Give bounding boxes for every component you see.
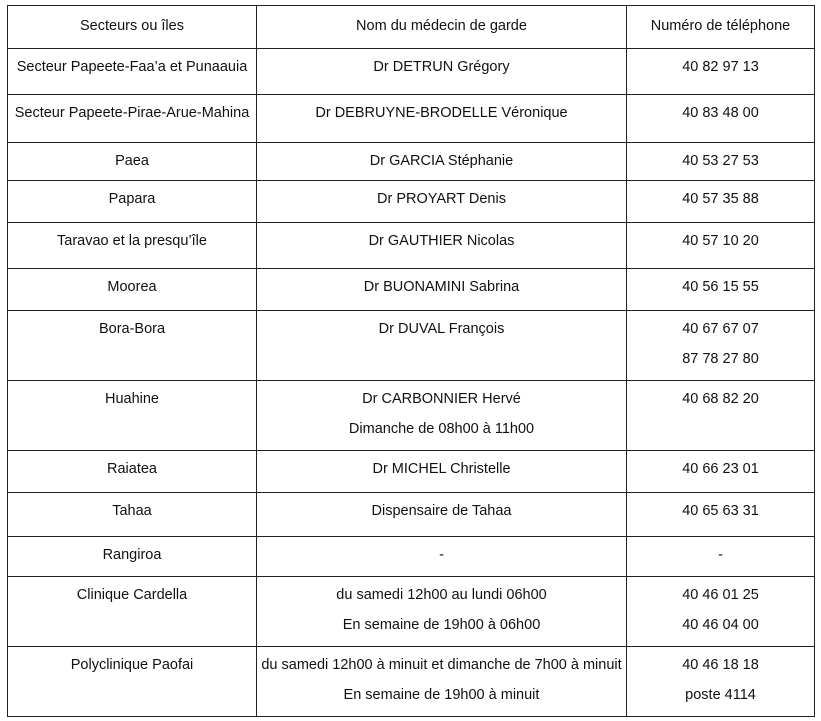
sector-cell	[8, 95, 257, 143]
phone-cell	[627, 577, 815, 647]
table-row	[8, 95, 815, 143]
sector-name: Taravao et la presqu’île	[57, 233, 207, 249]
sector-name: Papara	[108, 191, 156, 207]
sector-cell	[8, 493, 257, 537]
doctor-cell-line: Dr DEBRUYNE-BRODELLE Véronique	[315, 105, 568, 121]
table-row	[8, 577, 815, 647]
table-row	[8, 311, 815, 381]
phone-cell-line: 40 68 82 20	[682, 391, 759, 407]
sector-name: Secteur Papeete-Faa’a et Punaauia	[16, 59, 248, 75]
sector-cell	[8, 49, 257, 95]
phone-cell	[627, 647, 815, 717]
doctor-cell-line: Dr PROYART Denis	[377, 191, 506, 207]
doctor-cell	[257, 223, 627, 269]
phone-cell-line: 40 46 18 18	[682, 657, 759, 673]
header-sector: Secteurs ou îles	[8, 6, 257, 49]
doctor-cell-line: Dr DETRUN Grégory	[373, 59, 510, 75]
doctor-cell	[257, 269, 627, 311]
table-row	[8, 49, 815, 95]
sector-name: Clinique Cardella	[76, 587, 188, 603]
sector-cell	[8, 537, 257, 577]
sector-cell	[8, 311, 257, 381]
doctor-cell-line: Dr CARBONNIER Hervé	[362, 391, 521, 407]
phone-cell-line: 40 57 35 88	[682, 191, 759, 207]
sector-cell	[8, 647, 257, 717]
table-body	[8, 49, 815, 717]
sector-name: Bora-Bora	[98, 321, 166, 337]
header-row	[8, 6, 815, 49]
phone-cell-line: poste 4114	[685, 687, 756, 703]
phone-cell	[627, 269, 815, 311]
phone-cell-line: 40 67 67 07	[682, 321, 759, 337]
doctor-cell-line: Dr BUONAMINI Sabrina	[363, 279, 520, 295]
phone-cell	[627, 311, 815, 381]
phone-cell-line: 40 53 27 53	[682, 153, 759, 169]
phone-cell-line: 87 78 27 80	[682, 351, 759, 367]
table-row	[8, 381, 815, 451]
sector-name: Rangiroa	[102, 547, 162, 563]
phone-cell	[627, 451, 815, 493]
table-row	[8, 143, 815, 181]
phone-cell-line: -	[718, 547, 723, 563]
phone-cell-line: 40 46 01 25	[682, 587, 759, 603]
sector-cell	[8, 223, 257, 269]
phone-cell-line: 40 82 97 13	[682, 59, 759, 75]
sector-cell	[8, 577, 257, 647]
table-row	[8, 493, 815, 537]
doctor-cell	[257, 493, 627, 537]
doctor-cell	[257, 181, 627, 223]
doctor-cell	[257, 647, 627, 717]
phone-cell	[627, 381, 815, 451]
doctor-cell	[257, 537, 627, 577]
doctor-cell-line: du samedi 12h00 à minuit et dimanche de 7h00 à minuit	[261, 657, 622, 673]
sector-name: Tahaa	[112, 503, 152, 519]
sector-name: Huahine	[104, 391, 159, 407]
doctor-cell	[257, 577, 627, 647]
table-row	[8, 647, 815, 717]
phone-cell-line: 40 56 15 55	[682, 279, 759, 295]
table-row	[8, 181, 815, 223]
sector-name: Raiatea	[107, 461, 157, 477]
doctor-cell-line: Dispensaire de Tahaa	[371, 503, 512, 519]
table-row	[8, 269, 815, 311]
on-call-doctors-table	[7, 5, 815, 717]
sector-name: Paea	[115, 153, 149, 169]
header-doctor: Nom du médecin de garde	[257, 6, 627, 49]
phone-cell	[627, 143, 815, 181]
sector-cell	[8, 143, 257, 181]
doctor-cell-line: Dr MICHEL Christelle	[372, 461, 511, 477]
phone-cell-line: 40 46 04 00	[682, 617, 759, 633]
sector-name: Moorea	[107, 279, 157, 295]
doctor-cell	[257, 311, 627, 381]
doctor-cell-line: Dr DUVAL François	[378, 321, 505, 337]
table-row	[8, 451, 815, 493]
doctor-cell	[257, 49, 627, 95]
doctor-cell	[257, 451, 627, 493]
phone-cell	[627, 49, 815, 95]
doctor-cell-line: En semaine de 19h00 à 06h00	[342, 617, 541, 633]
doctor-cell-line: du samedi 12h00 au lundi 06h00	[336, 587, 547, 603]
sector-cell	[8, 181, 257, 223]
doctor-cell	[257, 143, 627, 181]
table-row	[8, 537, 815, 577]
doctor-cell-line: En semaine de 19h00 à minuit	[343, 687, 540, 703]
sector-name: Secteur Papeete-Pirae-Arue-Mahina	[14, 105, 250, 121]
sector-cell	[8, 381, 257, 451]
phone-cell-line: 40 66 23 01	[682, 461, 759, 477]
phone-cell	[627, 223, 815, 269]
sector-cell	[8, 269, 257, 311]
doctor-cell-line: Dr GARCIA Stéphanie	[369, 153, 514, 169]
doctor-cell-line: Dimanche de 08h00 à 11h00	[348, 421, 535, 437]
phone-cell	[627, 95, 815, 143]
phone-cell-line: 40 57 10 20	[682, 233, 759, 249]
doctor-cell-line: Dr GAUTHIER Nicolas	[368, 233, 515, 249]
phone-cell-line: 40 65 63 31	[682, 503, 759, 519]
sector-cell	[8, 451, 257, 493]
phone-cell	[627, 181, 815, 223]
header-phone: Numéro de téléphone	[627, 6, 815, 49]
sector-name: Polyclinique Paofai	[70, 657, 194, 673]
doctor-cell-line: -	[439, 547, 444, 563]
doctor-cell	[257, 95, 627, 143]
phone-cell	[627, 493, 815, 537]
phone-cell	[627, 537, 815, 577]
phone-cell-line: 40 83 48 00	[682, 105, 759, 121]
doctor-cell	[257, 381, 627, 451]
table-row	[8, 223, 815, 269]
